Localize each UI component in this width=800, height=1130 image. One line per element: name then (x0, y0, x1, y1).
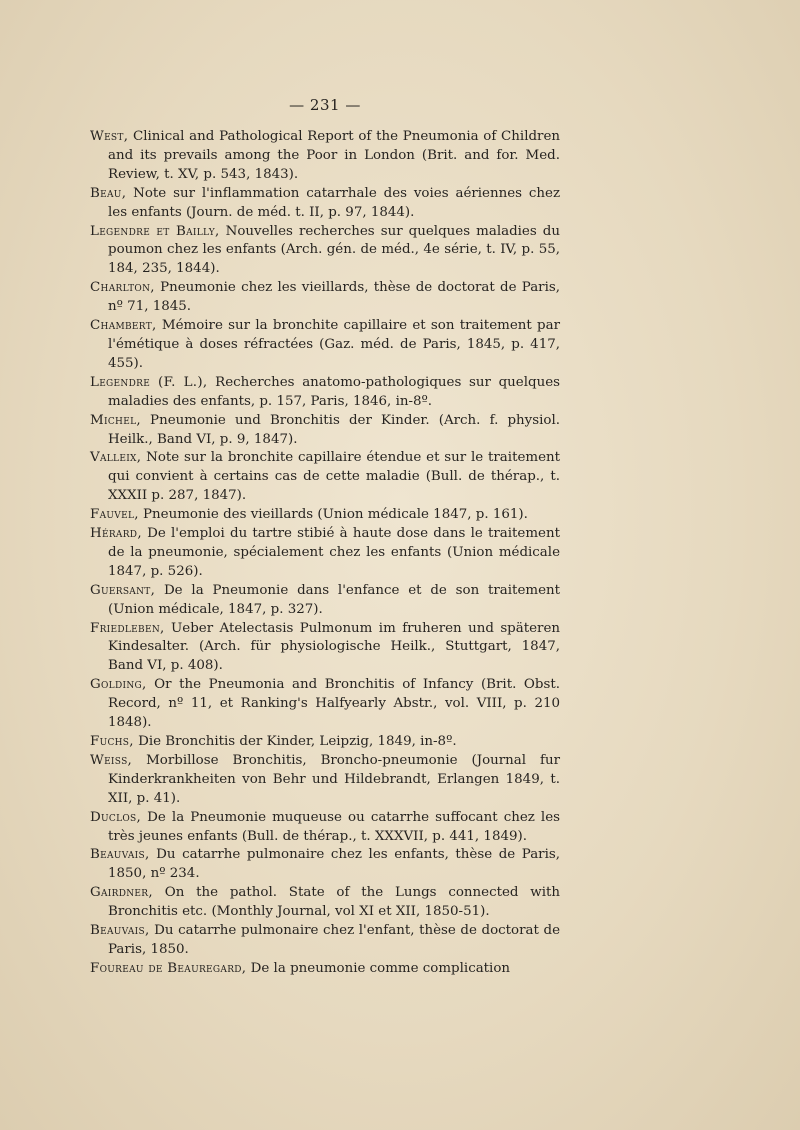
entry-author: Beau, (90, 185, 127, 201)
entry-author: Valleix, (90, 450, 142, 466)
entry-text: Nouvelles recherches sur quelques maladies du poumon chez les enfants (Arch. gén. de méd., 4e série, t. IV, p. 55, 184, 235, 1844). (108, 223, 560, 277)
entry-text: Note sur la bronchite capillaire étendue et sur le traitement qui convient à certains cas de cette maladie (Bull. de thérap., t. XXXII p. 287, 1847). (108, 450, 560, 504)
bibliography-entry (90, 279, 560, 317)
bibliography-entry (90, 733, 560, 752)
entry-text: Du catarrhe pulmonaire chez les enfants, thèse de Paris, 1850, nº 234. (108, 847, 560, 882)
entry-author: Golding, (90, 677, 147, 693)
entry-text: De la Pneumonie muqueuse ou catarrhe suffocant chez les très jeunes enfants (Bull. de thérap., t. XXXVII, p. 441, 1849). (108, 809, 560, 844)
bibliography-list (90, 128, 560, 979)
bibliography-entry (90, 884, 560, 922)
bibliography-entry (90, 525, 560, 582)
entry-text: De l'emploi du tartre stibié à haute dose dans le traitement de la pneumonie, spécialement chez les enfants (Union médicale 1847, p. 526). (108, 526, 560, 579)
entry-text: Note sur l'inflammation catarrhale des voies aériennes chez les enfants (Journ. de méd. t. II, p. 97, 1844). (108, 185, 560, 220)
entry-author: Fuchs, (90, 734, 134, 749)
entry-author: Guersant, (90, 582, 156, 598)
entry-author: Weiss, (90, 752, 133, 768)
bibliography-entry (90, 185, 560, 223)
page-number: — 231 — (289, 96, 361, 114)
entry-author: Hérard, (90, 526, 142, 542)
entry-text: Clinical and Pathological Report of the Pneumonia of Children and its prevails among the Poor in London (Brit. and for. Med. Review, t. XV, p. 543, 1843). (108, 129, 560, 182)
entry-text: Mémoire sur la bronchite capillaire et son traitement par l'émétique à doses réfractées (Gaz. méd. de Paris, 1845, p. 417, 455). (108, 318, 560, 371)
bibliography-entry (90, 223, 560, 280)
bibliography-entry (90, 412, 560, 450)
entry-author: Friedleben, (90, 620, 165, 636)
bibliography-entry (90, 506, 560, 525)
bibliography-entry (90, 620, 560, 677)
entry-text: De la Pneumonie dans l'enfance et de son traitement (Union médicale, 1847, p. 327). (108, 582, 560, 617)
bibliography-entry (90, 582, 560, 620)
bibliography-entry (90, 809, 560, 847)
entry-text: Ueber Atelectasis Pulmonum im fruheren und späteren Kindesalter. (Arch. für physiologische Heilk., Stuttgart, 1847, Band VI, p. 408). (108, 620, 560, 674)
entry-text: Du catarrhe pulmonaire chez l'enfant, thèse de doctorat de Paris, 1850. (108, 923, 560, 957)
entry-author: West, (90, 129, 129, 144)
entry-author: Fauvel, (90, 507, 139, 523)
entry-text: Pneumonie chez les vieillards, thèse de doctorat de Paris, nº 71, 1845. (108, 280, 560, 315)
entry-author: Charlton, (90, 280, 155, 296)
bibliography-entry (90, 317, 560, 374)
bibliography-entry (90, 676, 560, 733)
entry-author: Beauvais, (90, 847, 150, 863)
entry-text: Pneumonie des vieillards (Union médicale 1847, p. 161). (138, 507, 528, 523)
entry-text: Or the Pneumonia and Bronchitis of Infancy (Brit. Obst. Record, nº 11, et Ranking's Halfyearly Abstr., vol. VIII, p. 210 1848). (108, 677, 560, 731)
entry-text: Morbillose Bronchitis, Broncho-pneumonie (Journal fur Kinderkrankheiten von Behr und Hildebrandt, Erlangen 1849, t. XII, p. 41). (108, 752, 560, 806)
entry-author: Legendre (F. L.), (90, 374, 208, 390)
bibliography-entry (90, 960, 560, 979)
entry-author: Duclos, (90, 809, 142, 825)
entry-text: On the pathol. State of the Lungs connected with Bronchitis etc. (Monthly Journal, vol XI et XII, 1850-51). (108, 885, 560, 920)
bibliography-entry (90, 752, 560, 809)
entry-text: Die Bronchitis der Kinder, Leipzig, 1849, in-8º. (133, 734, 457, 749)
entry-text: Pneumonie und Bronchitis der Kinder. (Arch. f. physiol. Heilk., Band VI, p. 9, 1847). (108, 412, 560, 447)
bibliography-entry (90, 374, 560, 412)
entry-text: Recherches anatomo-pathologiques sur quelques maladies des enfants, p. 157, Paris, 1846, in-8º. (108, 374, 560, 409)
entry-author: Foureau de Beauregard, (90, 960, 247, 976)
bibliography-entry (90, 449, 560, 506)
entry-text: De la pneumonie comme complication (246, 960, 511, 976)
entry-author: Legendre et Bailly, (90, 223, 220, 239)
entry-author: Michel, (90, 412, 141, 428)
bibliography-entry (90, 846, 560, 884)
bibliography-entry (90, 128, 560, 185)
entry-author: Chambert, (90, 318, 157, 334)
entry-author: Gairdner, (90, 885, 153, 901)
entry-author: Beauvais, (90, 923, 150, 939)
document-page (90, 96, 560, 979)
bibliography-entry (90, 922, 560, 960)
